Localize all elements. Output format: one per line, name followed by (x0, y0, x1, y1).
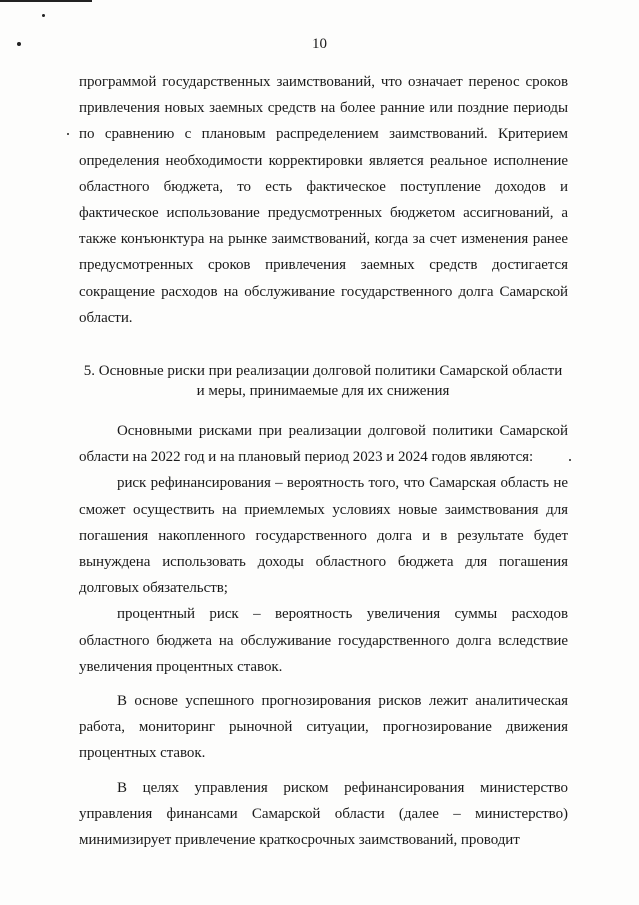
scan-speck (42, 14, 45, 17)
body-paragraph: В целях управления риском рефинансирования министерство управления финансами Самарской области (далее – министерство) минимизирует привлечение краткосрочных заимствований, проводит (79, 779, 568, 849)
page-number: 10 (312, 36, 327, 52)
scan-edge-rule (0, 0, 92, 2)
intro-paragraph: программой государственных заимствований, что означает перенос сроков привлечения новых заемных средств на более ранние или поздние периоды по сравнению с плановым распределением заимствований. Критерием определения необходимости корректировки является реальное исполнение областного бюджета, то есть фактическое поступление доходов и фактическое использование предусмотренных бюджетом ассигнований, а также конъюнктура на рынке заимствований, когда за счет изменения ранее предусмотренных сроков привлечения заемных средств достигается сокращение расходов на обслуживание государственного долга Самарской области. (79, 74, 568, 326)
section-heading-line-2: и меры, принимаемые для их снижения (196, 383, 450, 399)
body-paragraph: В основе успешного прогнозирования рисков лежит аналитическая работа, мониторинг рыночной ситуации, прогнозирование движения процентных ставок. (79, 693, 568, 762)
body-paragraph: Основными рисками при реализации долговой политики Самарской области на 2022 год и на плановый период 2023 и 2024 годов являются: (79, 423, 568, 466)
body-paragraph: процентный риск – вероятность увеличения суммы расходов областного бюджета на обслуживание государственного долга вследствие увеличения процентных ставок. (79, 606, 568, 675)
section-heading (70, 361, 576, 401)
intro-text-block (79, 69, 568, 331)
section-body (79, 418, 568, 853)
scan-speck (67, 133, 69, 135)
section-heading-line-1: 5. Основные риски при реализации долговой политики Самарской области (83, 363, 563, 379)
scan-speck (569, 459, 571, 461)
body-paragraph: риск рефинансирования – вероятность того, что Самарская область не сможет осуществить на приемлемых условиях новые заимствования для погашения накопленного государственного долга и в результате будет вынуждена использовать доходы областного бюджета для погашения долговых обязательств; (79, 475, 568, 597)
